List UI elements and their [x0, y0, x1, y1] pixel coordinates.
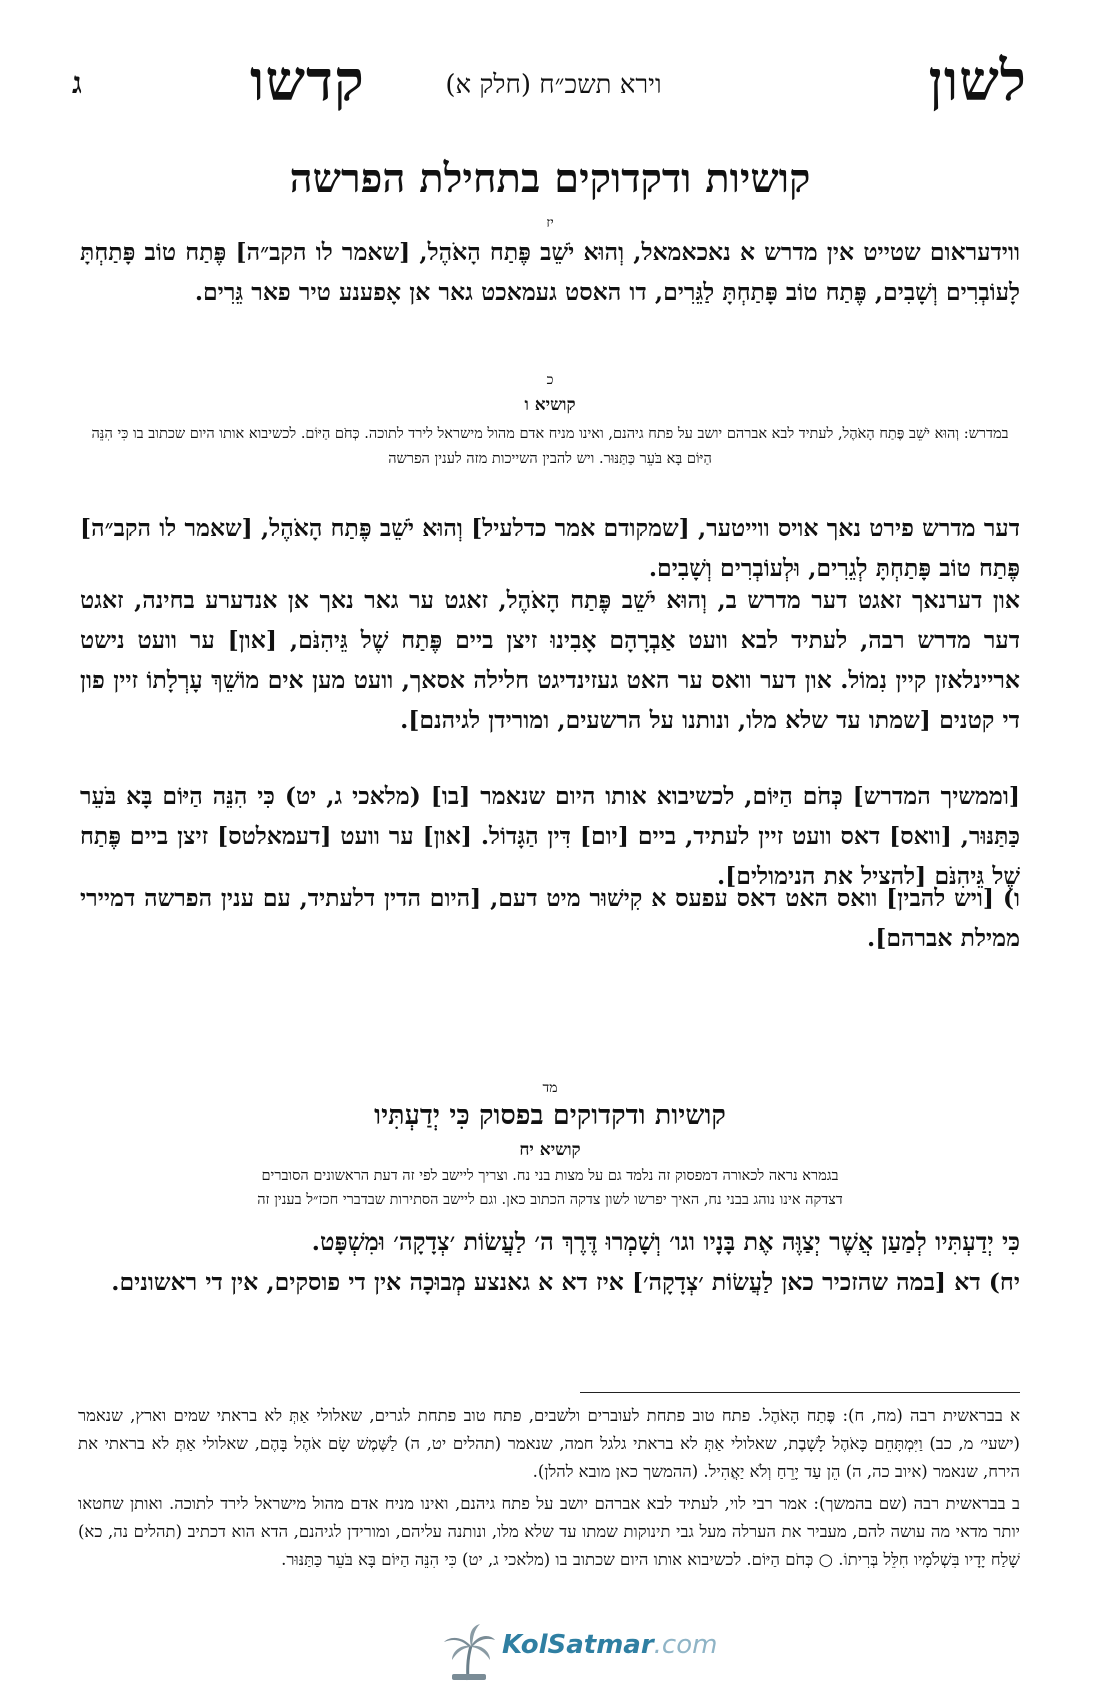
- footnote: א בבראשית רבה (מח, ח): פֶּתַח הָאֹהֶל. פתח טוב פתחת לעוברים ולשבים, פתח טוב פתחת לגרים, שאלולי אַתְּ לא בראתי שמים וארץ, שנאמר (ישעי׳ מ, כב) וַיִּמְתָּחֵם כָּאֹהֶל לָשָׁבֶת, שאלולי אַתְּ לא בראתי גלגל חמה, שנאמר (תהלים יט, ה) לַשֶּׁמֶשׁ שָׂם אֹהֶל בָּהֶם, שאלולי אַתְּ לא בראתי את הירח, שנאמר (איוב כה, ה) הֵן עַד יָרֵחַ וְלֹא יַאֲהִיל. (ההמשך כאן מובא להלן).: [78, 1406, 1020, 1481]
- paragraph: ווידעראום שטייט אין מדרש א נאכאמאל, וְהוּא יֹשֵׁב פֶּתַח הָאֹהֶל, [שאמר לו הקב״ה] פֶּתַח טוֹב פָּתַחְתָּ לָעוֹבְרִים וְשָׁבִים, פֶּתַח טוֹב פָּתַחְתָּ לַגֵּרִים, דו האסט געמאכט גאר אן אָפענע טיר פאר גֵּרִים.: [80, 238, 1020, 306]
- watermark-brand: KolSatmar: [502, 1630, 654, 1660]
- paragraph-marker: יז: [546, 215, 554, 231]
- palm-tree-logo-icon: [440, 1622, 498, 1684]
- header-title-left-word: לשון: [928, 48, 1027, 114]
- paragraph-marker: מד: [542, 1080, 558, 1096]
- watermark: [440, 1622, 718, 1686]
- verse: כִּי יְדַעְתִּיו לְמַעַן אֲשֶׁר יְצַוֶּה אֶת בָּנָיו וגו׳ וְשָׁמְרוּ דֶּרֶךְ ה׳ לַעֲשׂוֹת ׳צְדָקָה׳ וּמִשְׁפָּט.: [311, 1227, 1020, 1256]
- header-title-right-word: קדשו: [250, 48, 365, 114]
- paragraph: [וממשיך המדרש] כְּחֹם הַיּוֹם, לכשיבוא אותו היום שנאמר [בו] (מלאכי ג, יט) כִּי הִנֵּה הַיּוֹם בָּא בֹּעֵר כַּתַּנּוּר, [וואס] דאס וועט זיין לעתיד, ביים [יום] דִּין הַגָּדוֹל. [און] ער וועט [דעמאלטס] זיצן ביים פֶּתַח שֶׁל גֵּיהִנֹּם [להציל את הנימולים].: [80, 782, 1020, 890]
- question-summary-line: דצדקה אינו נוהג בבני נח, האיך יפרשו לשון צדקה הכתוב כאן. וגם ליישב הסתירות שבדברי חכז״ל בענין זה: [257, 1192, 843, 1208]
- paragraph: ו) [ויש להבין] וואס האט דאס עפעס א קִישׁוּר מיט דעם, [היום הדין דלעתיד, עם ענין הפרשה דמיירי ממילת אברהם].: [80, 884, 1020, 952]
- question-summary-line: בגמרא נראה לכאורה דמפסוק זה נלמד גם על מצות בני נח. וצריך ליישב לפי זה דעת הראשונים הסוברים: [261, 1168, 839, 1184]
- footnotes: [78, 1402, 1020, 1578]
- question-label: קושיא יח: [519, 1140, 581, 1160]
- footnote: ב בבראשית רבה (שם בהמשך): אמר רבי לוי, לעתיד לבא אברהם יושב על פתח גיהנם, ואינו מניח אדם מהול מישראל לירד לתוכה. ואותן שחטאו יותר מדאי מה עושה להם, מעביר את הערלה מעל גבי תינוקות שמתו עד שלא מלו, ונותנה עליהם, ומורידן לגיהנם, הדא הוא דכתיב (תהלים נה, כא) שָׁלַח יָדָיו בִּשְׁלֹמָיו חִלֵּל בְּרִיתוֹ. ○ כְּחֹם הַיּוֹם. לכשיבוא אותו היום שכתוב בו (מלאכי ג, יט) כִּי הִנֵּה הַיּוֹם בָּא בֹּעֵר כַּתַּנּוּר.: [78, 1494, 1021, 1569]
- paragraph: דער מדרש פירט נאך אויס ווייטער, [שמקודם אמר כדלעיל] וְהוּא יֹשֵׁב פֶּתַח הָאֹהֶל, [שאמר לו הקב״ה] פֶּתַח טוֹב פָּתַחְתָּ לְגֵרִים, וּלְעוֹבְרִים וְשָׁבִים.: [80, 514, 1020, 582]
- section-title: קושיות ודקדוקים בתחילת הפרשה: [289, 155, 811, 202]
- header-parsha: וירא תשכ״ח (חלק א): [445, 70, 662, 100]
- footnote-divider: [580, 1392, 1020, 1393]
- watermark-text: [502, 1630, 717, 1660]
- question-label: קושיא ו: [524, 395, 576, 415]
- paragraph: יח) דא [במה שהזכיר כאן לַעֲשׂוֹת ׳צְדָקָה׳] איז דא א גאנצע מְבוּכָה אין די פוסקים, אין די ראשונים.: [111, 1268, 1020, 1296]
- section-title: קושיות ודקדוקים בפסוק כִּי יְדַעְתִּיו: [374, 1100, 726, 1131]
- header-page-letter: ג: [72, 66, 82, 101]
- page-header: [62, 48, 1045, 118]
- question-summary: במדרש: וְהוּא יֹשֵׁב פֶּתַח הָאֹהֶל, לעתיד לבא אברהם יושב על פתח גיהנם, ואינו מניח אדם מהול מישראל לירד לתוכה. כְּחֹם הַיּוֹם. לכשיבוא אותו היום שכתוב בו כִּי הִנֵּה הַיּוֹם בָּא בֹּעֵר כַּתַּנּוּר. ויש להבין השייכות מזה לענין הפרשה: [91, 426, 1009, 467]
- paragraph-marker: כ: [546, 372, 554, 388]
- paragraph: און דערנאך זאגט דער מדרש ב, וְהוּא יֹשֵׁב פֶּתַח הָאֹהֶל, זאגט ער גאר נאך אן אנדערע בחינה, זאגט דער מדרש רבה, לעתיד לבא וועט אַבְרָהָם אָבִינוּ זיצן ביים פֶּתַח שֶׁל גֵּיהִנֹּם, [און] ער וועט נישט אריינלאזן קיין נִמוֹל. און דער וואס ער האט געזינדיגט חלילה אסאך, וועט מען אים מוֹשֵׁךְ עָרְלָתוֹ זיין פון די קטנים [שמתו עד שלא מלו, ונותנו על הרשעים, ומורידן לגיהנם].: [80, 586, 1020, 734]
- watermark-tld: .com: [653, 1630, 718, 1660]
